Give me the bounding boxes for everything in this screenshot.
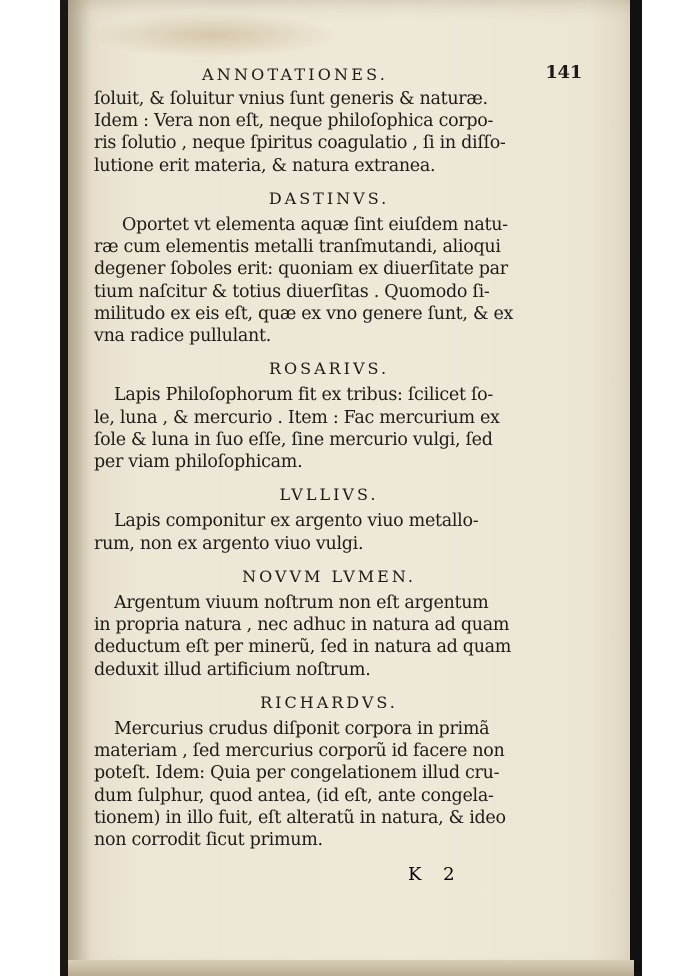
running-title: ANNOTATIONES. bbox=[202, 65, 389, 84]
text-line: vna radice pullulant. bbox=[94, 326, 272, 347]
page-bottom-edge bbox=[68, 960, 634, 976]
section-heading-lullius: LVLLIVS. bbox=[279, 485, 379, 505]
text-line: ſole & luna in ſuo eſſe, ſine mercurio vulgi, ſed bbox=[94, 429, 493, 450]
text-line: in propria natura , nec adhuc in natura ad quam bbox=[94, 615, 510, 636]
text-line: tionem) in illo fuit, eſt alteratũ in natura, & ideo bbox=[94, 807, 506, 828]
text-line: degener ſoboles erit: quoniam ex diuerſitate par bbox=[94, 259, 508, 280]
text-line: Lapis componitur ex argento viuo metallo- bbox=[114, 511, 479, 532]
section-heading-novum-lumen: NOVVM LVMEN. bbox=[242, 566, 416, 586]
text-line: tium naſcitur & totius diuerſitas . Quomodo ſi- bbox=[94, 281, 490, 302]
text-line: militudo ex eis eſt, quæ ex vno genere ſunt, & ex bbox=[94, 303, 514, 324]
text-line: non corrodit ſicut primum. bbox=[94, 830, 323, 851]
text-line: Lapis Philoſophorum fit ex tribus: ſcilicet ſo- bbox=[114, 385, 494, 406]
text-line: per viam philoſophicam. bbox=[94, 452, 303, 473]
section-richardus bbox=[94, 718, 564, 851]
section-heading-richardus: RICHARDVS. bbox=[260, 692, 398, 712]
section-dastinus bbox=[94, 214, 564, 347]
text-line: le, luna , & mercurio . Item : Fac mercurium ex bbox=[94, 407, 500, 428]
text-line: Mercurius crudus diſponit corpora in primã bbox=[114, 719, 490, 740]
text-line: lutione erit materia, & natura extranea. bbox=[94, 155, 436, 176]
section-heading-dastinus: DASTINVS. bbox=[268, 188, 390, 208]
page-number: 141 bbox=[545, 62, 582, 83]
section-novum-lumen bbox=[94, 592, 564, 681]
running-head bbox=[94, 62, 582, 88]
signature-mark: K 2 bbox=[408, 864, 463, 885]
section-lullius bbox=[94, 510, 564, 554]
text-line: ſoluit, & ſoluitur vnius ſunt generis & naturæ. bbox=[94, 89, 488, 109]
text-line: Argentum viuum noſtrum non eſt argentum bbox=[114, 593, 489, 614]
section-heading-rosarius: ROSARIVS. bbox=[268, 359, 390, 379]
text-line: rum, non ex argento viuo vulgi. bbox=[94, 533, 364, 554]
page-stain bbox=[88, 12, 338, 58]
text-line: deductum eſt per minerũ, ſed in natura ad quam bbox=[94, 637, 512, 658]
book-page bbox=[68, 0, 634, 976]
page-text bbox=[94, 62, 582, 855]
text-line: Oportet vt elementa aquæ ſint eiuſdem natu- bbox=[122, 215, 508, 236]
text-line: poteſt. Idem: Quia per congelationem illud cru- bbox=[94, 763, 500, 784]
outer-edge bbox=[630, 0, 642, 976]
section-continuation bbox=[94, 88, 564, 177]
text-line: Idem : Vera non eſt, neque philoſophica corpo- bbox=[94, 111, 494, 132]
section-rosarius bbox=[94, 384, 564, 473]
text-line: ræ cum elementis metalli tranſmutandi, alioqui bbox=[94, 237, 501, 258]
text-line: materiam , ſed mercurius corporũ id facere non bbox=[94, 741, 505, 762]
text-line: dum ſulphur, quod antea, (id eſt, ante congela- bbox=[94, 785, 494, 806]
text-line: deduxit illud artificium noſtrum. bbox=[94, 659, 371, 680]
text-line: ris ſolutio , neque ſpiritus coagulatio , ſi in diſſo- bbox=[94, 133, 506, 154]
